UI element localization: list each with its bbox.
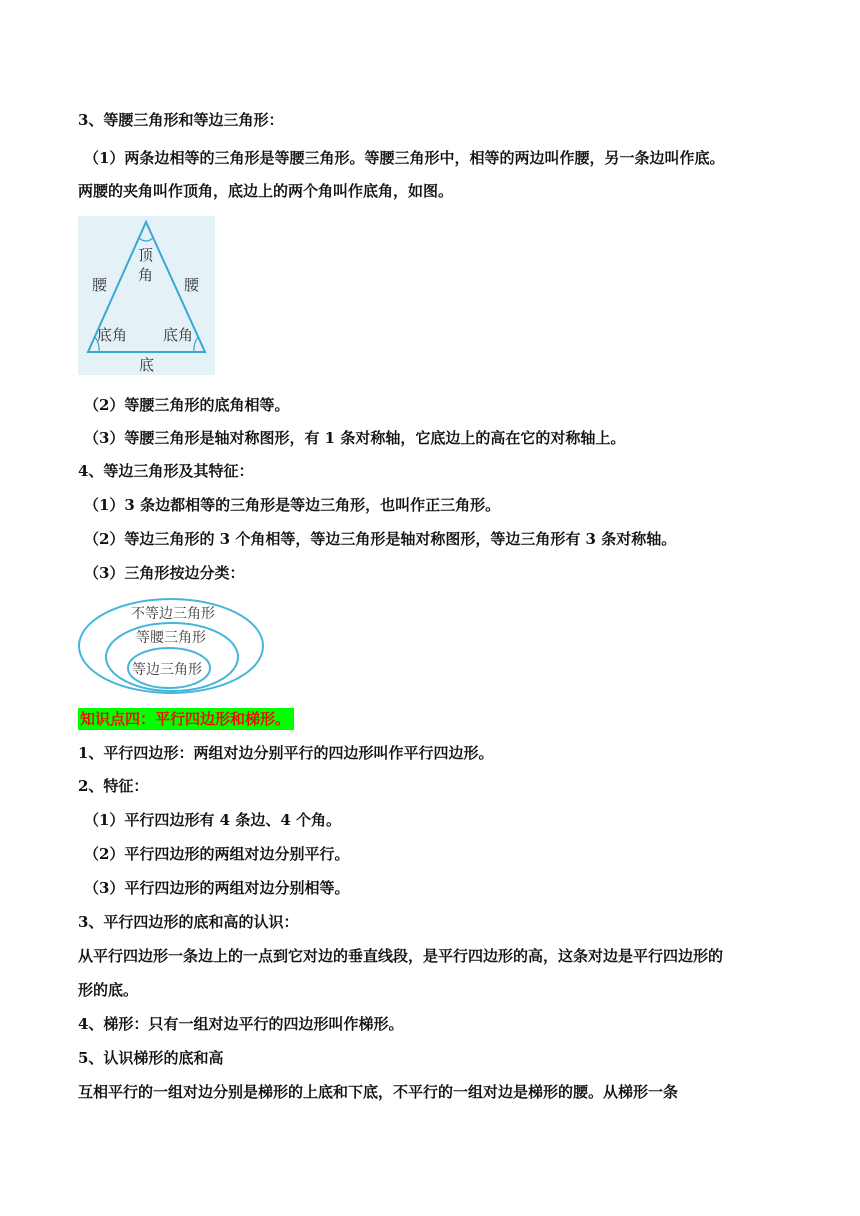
base-label: 底 <box>139 356 155 374</box>
paragraph: （1）3 条边都相等的三角形是等边三角形，也叫作正三角形。 <box>84 496 501 514</box>
paragraph: （1）两条边相等的三角形是等腰三角形。等腰三角形中，相等的两边叫作腰，另一条边叫作底。 <box>84 149 725 167</box>
middle-label: 等腰三角形 <box>136 630 206 646</box>
highlighted-heading: 知识点四：平行四边形和梯形。 <box>78 708 294 730</box>
paragraph: 5、认识梯形的底和高 <box>78 1049 224 1067</box>
knowledge-point-heading <box>78 709 294 729</box>
left-base-angle-label: 底角 <box>97 326 128 344</box>
apex-label: 顶 <box>138 246 154 264</box>
section-3-title: 3、等腰三角形和等边三角形： <box>78 111 284 129</box>
paragraph: （2）等腰三角形的底角相等。 <box>84 396 290 414</box>
paragraph: （3）三角形按边分类： <box>84 564 245 582</box>
paragraph: （2）平行四边形的两组对边分别平行。 <box>84 845 350 863</box>
left-leg-label: 腰 <box>92 276 108 294</box>
paragraph: 4、梯形：只有一组对边平行的四边形叫作梯形。 <box>78 1015 404 1033</box>
isosceles-triangle-figure <box>78 216 215 375</box>
paragraph: 形的底。 <box>78 981 139 999</box>
paragraph: 3、平行四边形的底和高的认识： <box>78 913 299 931</box>
triangle-classification-figure <box>76 596 266 696</box>
outer-label: 不等边三角形 <box>131 606 215 622</box>
paragraph: （1）平行四边形有 4 条边、4 个角。 <box>84 811 341 829</box>
inner-label: 等边三角形 <box>132 662 202 678</box>
paragraph: 1、平行四边形：两组对边分别平行的四边形叫作平行四边形。 <box>78 744 494 762</box>
paragraph: 2、特征： <box>78 777 149 795</box>
section-4-title: 4、等边三角形及其特征： <box>78 462 254 480</box>
paragraph: 互相平行的一组对边分别是梯形的上底和下底，不平行的一组对边是梯形的腰。从梯形一条 <box>78 1083 679 1101</box>
paragraph: （3）平行四边形的两组对边分别相等。 <box>84 879 350 897</box>
right-leg-label: 腰 <box>184 276 200 294</box>
paragraph: 两腰的夹角叫作顶角，底边上的两个角叫作底角，如图。 <box>78 182 454 200</box>
paragraph: （3）等腰三角形是轴对称图形，有 1 条对称轴，它底边上的高在它的对称轴上。 <box>84 429 626 447</box>
paragraph: 从平行四边形一条边上的一点到它对边的垂直线段，是平行四边形的高，这条对边是平行四边形的 <box>78 947 724 965</box>
paragraph: （2）等边三角形的 3 个角相等，等边三角形是轴对称图形，等边三角形有 3 条对称轴。 <box>84 530 677 548</box>
right-base-angle-label: 底角 <box>163 326 194 344</box>
apex-label-2: 角 <box>138 266 154 284</box>
